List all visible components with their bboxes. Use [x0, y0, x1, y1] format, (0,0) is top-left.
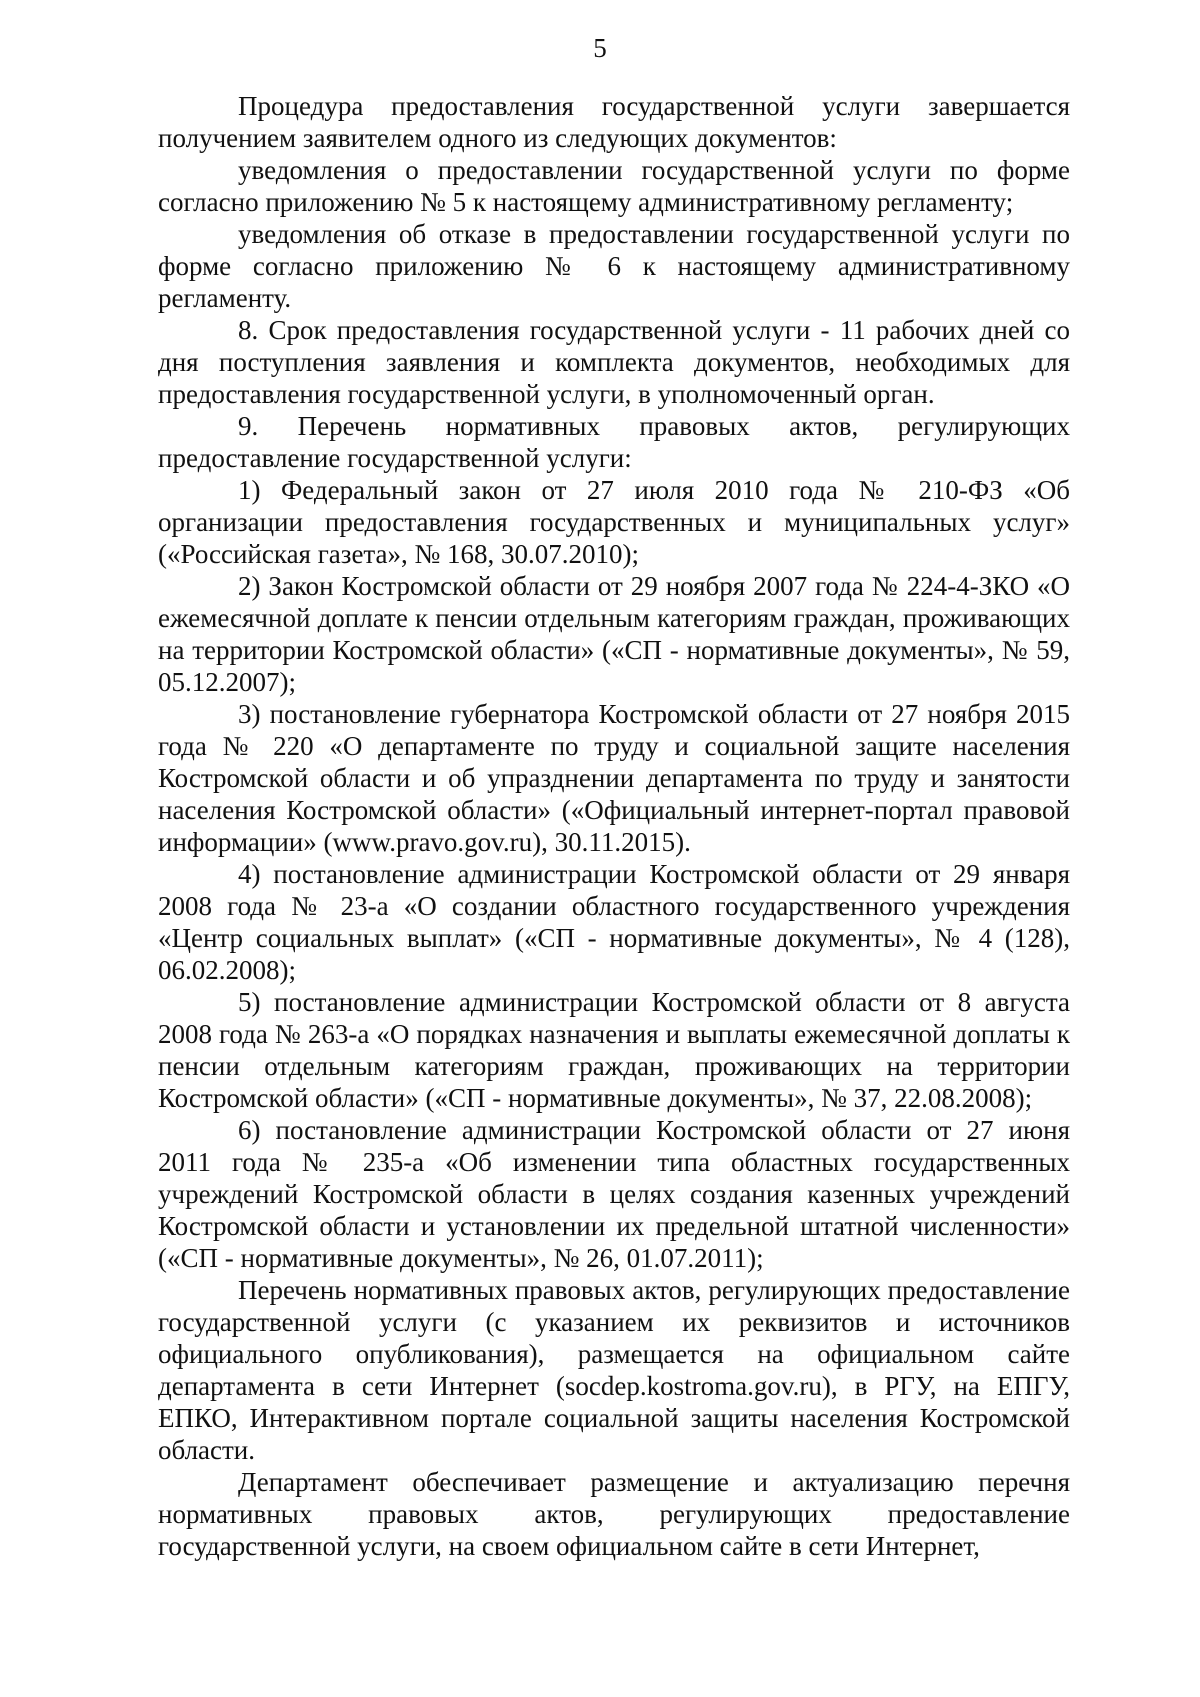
paragraph-act-6: 6) постановление администрации Костромской области от 27 июня 2011 года № 235-а «Об изменении типа областных государственных учреждений Костромской области в целях создания казенных учреждений Костромской области и установлении их предельной штатной численности» («СП - нормативные документы», № 26, 01.07.2011); [158, 1115, 1070, 1273]
paragraph-notice-refusal: уведомления об отказе в предоставлении государственной услуги по форме согласно приложению № 6 к настоящему административному регламенту. [158, 219, 1070, 313]
paragraph-department-updates: Департамент обеспечивает размещение и актуализацию перечня нормативных правовых актов, регулирующих предоставление государственной услуги, на своем официальном сайте в сети Интернет, [158, 1467, 1070, 1561]
paragraph-act-4: 4) постановление администрации Костромской области от 29 января 2008 года № 23-а «О создании областного государственного учреждения «Центр социальных выплат» («СП - нормативные документы», № 4 (128), 06.02.2008); [158, 859, 1070, 985]
paragraph-act-1: 1) Федеральный закон от 27 июля 2010 года № 210-ФЗ «Об организации предоставления государственных и муниципальных услуг» («Российская газета», № 168, 30.07.2010); [158, 475, 1070, 569]
paragraph-act-5: 5) постановление администрации Костромской области от 8 августа 2008 года № 263-а «О порядках назначения и выплаты ежемесячной доплаты к пенсии отдельным категориям граждан, проживающих на территории Костромской области» («СП - нормативные документы», № 37, 22.08.2008); [158, 987, 1070, 1113]
paragraph-item-8-term: 8. Срок предоставления государственной услуги - 11 рабочих дней со дня поступления заявления и комплекта документов, необходимых для предоставления государственной услуги, в уполномоченный орган. [158, 315, 1070, 409]
page-number: 5 [593, 33, 607, 63]
paragraph-act-2: 2) Закон Костромской области от 29 ноября 2007 года № 224-4-ЗКО «О ежемесячной доплате к пенсии отдельным категориям граждан, проживающих на территории Костромской области» («СП - нормативные документы», № 59, 05.12.2007); [158, 571, 1070, 697]
document-body [158, 90, 1070, 1562]
paragraph-procedure-completion: Процедура предоставления государственной услуги завершается получением заявителем одного из следующих документов: [158, 91, 1070, 153]
paragraph-act-3: 3) постановление губернатора Костромской области от 27 ноября 2015 года № 220 «О департаменте по труду и социальной защите населения Костромской области и об упразднении департамента по труду и занятости населения Костромской области» («Официальный интернет-портал правовой информации» (www.pravo.gov.ru), 30.11.2015). [158, 699, 1070, 857]
paragraph-notice-granted: уведомления о предоставлении государственной услуги по форме согласно приложению № 5 к настоящему административному регламенту; [158, 155, 1070, 217]
paragraph-item-9-legal-acts: 9. Перечень нормативных правовых актов, регулирующих предоставление государственной услуги: [158, 411, 1070, 473]
paragraph-acts-list-publication: Перечень нормативных правовых актов, регулирующих предоставление государственной услуги (с указанием их реквизитов и источников официального опубликования), размещается на официальном сайте департамента в сети Интернет (socdep.kostroma.gov.ru), в РГУ, на ЕПГУ, ЕПКО, Интерактивном портале социальной защиты населения Костромской области. [158, 1275, 1070, 1465]
